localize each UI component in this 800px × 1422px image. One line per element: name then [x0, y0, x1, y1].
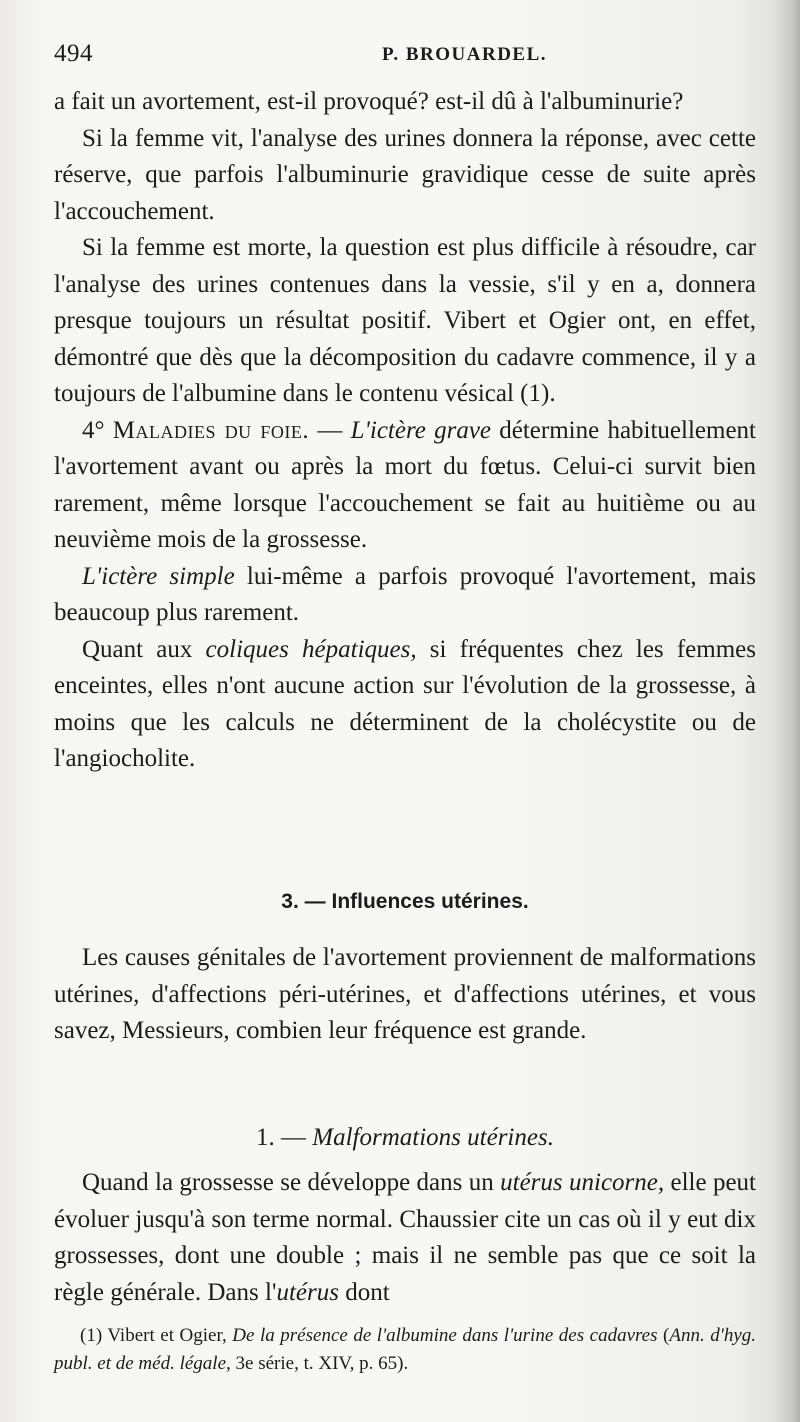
running-head: P. BROUARDEL. — [382, 44, 548, 65]
footnote — [54, 1322, 756, 1378]
term-ictere-grave: L'ictère grave — [350, 416, 492, 444]
paragraph-3: Si la femme est morte, la question est plus difficile à résoudre, car l'analyse des urines contenues dans la vessie, s'il y en a, donnera presque toujours un résultat positif. Vibert et Ogier ont, en effet, démontré que dès que la décomposition du cadavre commence, il y a toujours de l'albumine dans le contenu vésical (1). — [54, 234, 756, 407]
paragraph-2: Si la femme vit, l'analyse des urines donnera la réponse, avec cette réserve, que parfois l'albuminurie gravidique cesse de suite après l'accouchement. — [54, 124, 756, 225]
paragraph-6-rest: si fréquentes chez les femmes enceintes, elles n'ont aucune action sur l'évolution de la grossesse, à moins que les calculs ne déterminent de la cholécystite ou de l'angiocholite. — [54, 635, 756, 772]
term-uterus-unicorne: utérus unicorne, — [500, 1169, 665, 1196]
paragraph-8 — [54, 1165, 756, 1311]
page-header — [54, 40, 754, 72]
page-edge-shadow — [772, 0, 800, 1422]
em-dash: — — [309, 416, 351, 444]
page-number: 494 — [54, 40, 93, 67]
paragraph-8-end: dont — [338, 1278, 390, 1306]
paragraph-4 — [54, 413, 756, 559]
heading-maladies-du-foie: Maladies du foie. — [112, 416, 310, 444]
paragraph-7: Les causes génitales de l'avortement proviennent de malformations utérines, d'affections péri-utérines, et d'affections utérines, et vous savez, Messieurs, combien leur fréquence est grande. — [54, 944, 756, 1044]
paragraph-4-rest: détermine habituellement l'avortement avant ou après la mort du fœtus. Celui-ci survit bien rarement, même lorsque l'accouchement se fait au huitième ou au neuvième mois de la grossesse. — [54, 416, 757, 553]
paragraph-5-rest: lui-même a parfois provoqué l'avortement, mais beaucoup plus rarement. — [54, 562, 756, 626]
section-title: 3. — Influences utérines. — [281, 890, 529, 913]
paragraph-8-mid: elle peut évoluer jusqu'à son terme normal. Chaussier cite un cas où il y eut dix grossesses, dont une double ; mais il ne semble pas que ce soit la règle générale. Dans l' — [54, 1169, 756, 1306]
paragraph-1: a fait un avortement, est-il provoqué? est-il dû à l'albuminurie? — [54, 88, 684, 115]
footnote-title: De la présence de l'albumine dans l'urine des cadavres — [232, 1325, 658, 1346]
subsection-number: 1. — — [256, 1124, 313, 1151]
body-text — [54, 84, 757, 1306]
paragraph-6-start: Quant aux — [82, 635, 206, 663]
subsection-label: Malformations utérines. — [312, 1124, 554, 1151]
paragraph-8-start: Quand la grossesse se développe dans un — [82, 1169, 501, 1196]
paragraph-5 — [54, 559, 756, 632]
paragraph-6 — [54, 632, 756, 778]
term-coliques-hepatiques: coliques hépatiques, — [205, 635, 417, 663]
subsection-title — [54, 1124, 756, 1152]
footnote-journal: Ann. d'hyg. publ. et de méd. légale, — [54, 1325, 757, 1374]
footnote-marker: (1) Vibert et Ogier, — [80, 1325, 233, 1346]
term-ictere-simple: L'ictère simple — [82, 562, 235, 590]
list-number: 4° — [82, 416, 105, 444]
footnote-open: ( — [657, 1325, 670, 1346]
term-uterus: utérus — [276, 1278, 339, 1306]
footnote-ref: 3e série, t. XIV, p. 65). — [230, 1353, 409, 1374]
footnote-text — [54, 1322, 756, 1378]
